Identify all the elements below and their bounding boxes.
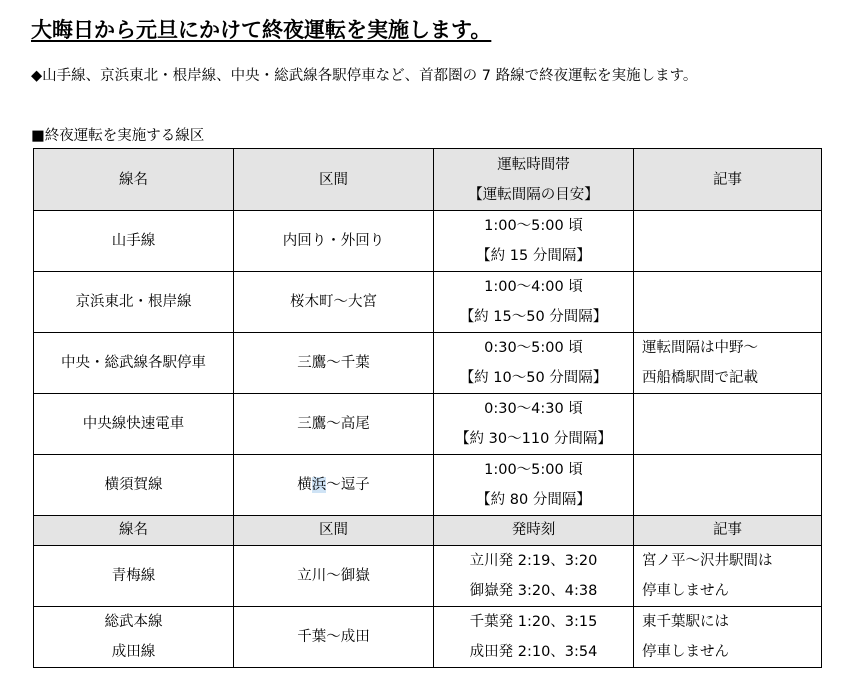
header-line-name: 線名 — [34, 149, 234, 211]
interval-text: 【約 80 分間隔】 — [476, 492, 591, 508]
cell-line-name: 横須賀線 — [34, 455, 234, 516]
hours-text: 1:00～5:00 頃 — [484, 218, 583, 234]
cell-section: 三鷹～高尾 — [234, 394, 434, 455]
cell-line-name: 京浜東北・根岸線 — [34, 272, 234, 333]
departure-2: 御嶽発 3:20、4:38 — [469, 583, 598, 599]
header-hours-label: 運転時間帯 — [497, 156, 570, 173]
cell-line-name — [34, 546, 234, 607]
note-line-1: 東千葉駅には — [642, 614, 729, 630]
cell-line-name: 山手線 — [34, 211, 234, 272]
overnight-service-table — [33, 148, 822, 668]
cell-section — [234, 455, 434, 516]
section-text-a: 横 — [297, 477, 312, 493]
cell-line-name: 中央・総武線各駅停車 — [34, 333, 234, 394]
table-header-row — [34, 149, 822, 211]
hours-text: 1:00～4:00 頃 — [484, 279, 583, 295]
cell-departures — [434, 546, 634, 607]
cell-section: 桜木町～大宮 — [234, 272, 434, 333]
cell-notes — [634, 394, 822, 455]
hours-text: 0:30～4:30 頃 — [484, 401, 583, 417]
note-line-2: 西船橋駅間で記載 — [642, 370, 758, 386]
interval-text: 【約 30～110 分間隔】 — [455, 431, 612, 447]
cell-notes — [634, 607, 822, 668]
header-departures: 発時刻 — [434, 516, 634, 546]
cell-notes — [634, 455, 822, 516]
cell-section: 三鷹～千葉 — [234, 333, 434, 394]
selected-text-highlight[interactable]: 浜 — [311, 477, 327, 493]
departure-1: 立川発 2:19、3:20 — [469, 553, 598, 569]
header-hours — [434, 149, 634, 211]
cell-line-name: 中央線快速電車 — [34, 394, 234, 455]
header-hours-sub: 【運転間隔の目安】 — [468, 186, 599, 203]
interval-text: 【約 10～50 分間隔】 — [459, 370, 608, 386]
departure-1: 千葉発 1:20、3:15 — [469, 614, 598, 630]
section-heading: ■終夜運転を実施する線区 — [31, 128, 205, 144]
note-line-1: 運転間隔は中野～ — [642, 340, 758, 356]
line-name-1: 総武本線 — [104, 614, 163, 630]
cell-notes — [634, 546, 822, 607]
section-text-b: ～逗子 — [326, 477, 370, 493]
header-line-name: 線名 — [34, 516, 234, 546]
table-row — [34, 607, 822, 668]
departure-2: 成田発 2:10、3:54 — [469, 644, 598, 660]
note-line-2: 停車しません — [642, 644, 729, 660]
table-row — [34, 333, 822, 394]
cell-hours — [434, 394, 634, 455]
interval-text: 【約 15 分間隔】 — [476, 248, 591, 264]
cell-hours — [434, 455, 634, 516]
line-name-2: 成田線 — [111, 644, 156, 660]
header-notes: 記事 — [634, 516, 822, 546]
table-row — [34, 455, 822, 516]
hours-text: 1:00～5:00 頃 — [484, 462, 583, 478]
cell-notes — [634, 272, 822, 333]
hours-text: 0:30～5:00 頃 — [484, 340, 583, 356]
cell-hours — [434, 272, 634, 333]
header-section: 区間 — [234, 149, 434, 211]
header-notes: 記事 — [634, 149, 822, 211]
intro-text: ◆山手線、京浜東北・根岸線、中央・総武線各駅停車など、首都圏の 7 路線で終夜運転を実施します。 — [31, 68, 698, 84]
cell-hours — [434, 211, 634, 272]
interval-text: 【約 15～50 分間隔】 — [459, 309, 608, 325]
table-row — [34, 394, 822, 455]
cell-notes — [634, 211, 822, 272]
line-name-1: 青梅線 — [111, 568, 156, 584]
cell-section: 立川～御嶽 — [234, 546, 434, 607]
cell-notes — [634, 333, 822, 394]
table-row — [34, 211, 822, 272]
note-line-2: 停車しません — [642, 583, 729, 599]
header-section: 区間 — [234, 516, 434, 546]
table-row — [34, 272, 822, 333]
table-subheader-row — [34, 516, 822, 546]
cell-section: 千葉～成田 — [234, 607, 434, 668]
table-row — [34, 546, 822, 607]
note-line-1: 宮ノ平～沢井駅間は — [642, 553, 773, 569]
cell-departures — [434, 607, 634, 668]
cell-section: 内回り・外回り — [234, 211, 434, 272]
cell-line-name — [34, 607, 234, 668]
page-title: 大晦日から元旦にかけて終夜運転を実施します。 — [31, 18, 492, 42]
cell-hours — [434, 333, 634, 394]
